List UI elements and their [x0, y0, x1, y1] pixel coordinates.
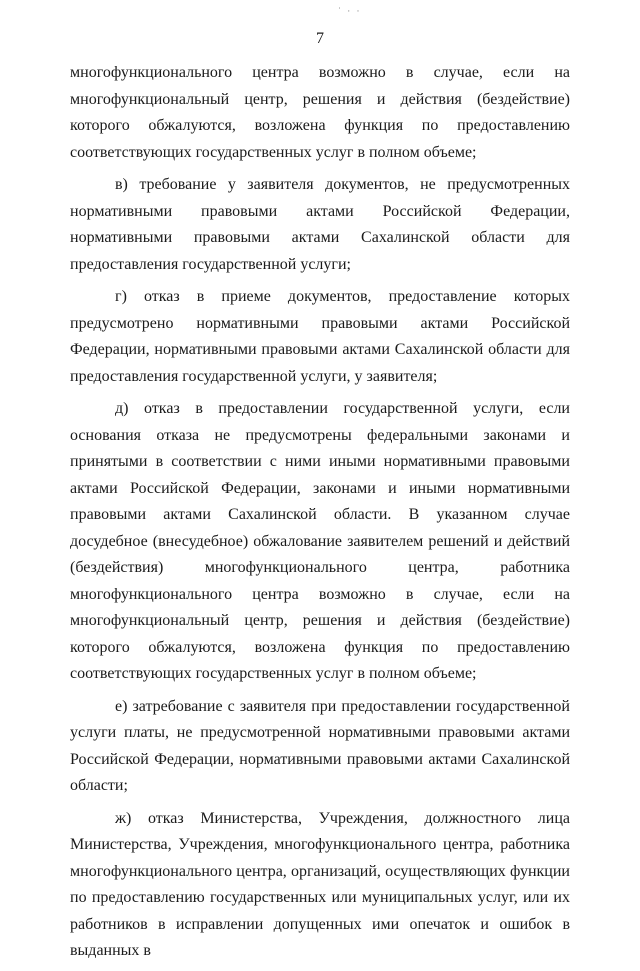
paragraph-item-d: д) отказ в предоставлении государственной услуги, если основания отказа не предусмотрены федеральными законами и принятыми в соответствии с ними иными нормативными правовыми актами Российской Федерации, законами и иными нормативными правовыми актами Сахалинской области. В указанном случае досудебное (внесудебное) обжалование заявителем решений и действий (бездействия) многофункционального центра, работника многофункционального центра возможно в случае, если на многофункциональный центр, решения и действия (бездействие) которого обжалуются, возложена функция по предоставлению соответствующих государственных услуг в полном объеме; [70, 400, 570, 682]
page-number: 7 [316, 30, 324, 47]
paragraph-continuation: многофункционального центра возможно в случае, если на многофункциональный центр, решения и действия (бездействие) которого обжалуются, возложена функция по предоставлению соответствующих государственных услуг в полном объеме; [70, 64, 570, 161]
paragraph-item-v: в) требование у заявителя документов, не предусмотренных нормативными правовыми актами Российской Федерации, нормативными правовыми актами Сахалинской области для предоставления государственной услуги; [70, 176, 570, 273]
scan-artifact: ˙ · · [338, 6, 362, 16]
paragraph-item-zh: ж) отказ Министерства, Учреждения, должностного лица Министерства, Учреждения, многофункционального центра, работника многофункционального центра, организаций, осуществляющих функции по предоставлению государственных или муниципальных услуг, или их работников в исправлении допущенных ими опечаток и ошибок в выданных в [70, 809, 570, 959]
document-body [70, 60, 570, 971]
paragraph-item-e: е) затребование с заявителя при предоставлении государственной услуги платы, не предусмотренной нормативными правовыми актами Российской Федерации, нормативными правовыми актами Сахалинской области; [70, 697, 570, 794]
paragraph-item-g: г) отказ в приеме документов, предоставление которых предусмотрено нормативными правовыми актами Российской Федерации, нормативными правовыми актами Сахалинской области для предоставления государственной услуги, у заявителя; [70, 288, 570, 385]
